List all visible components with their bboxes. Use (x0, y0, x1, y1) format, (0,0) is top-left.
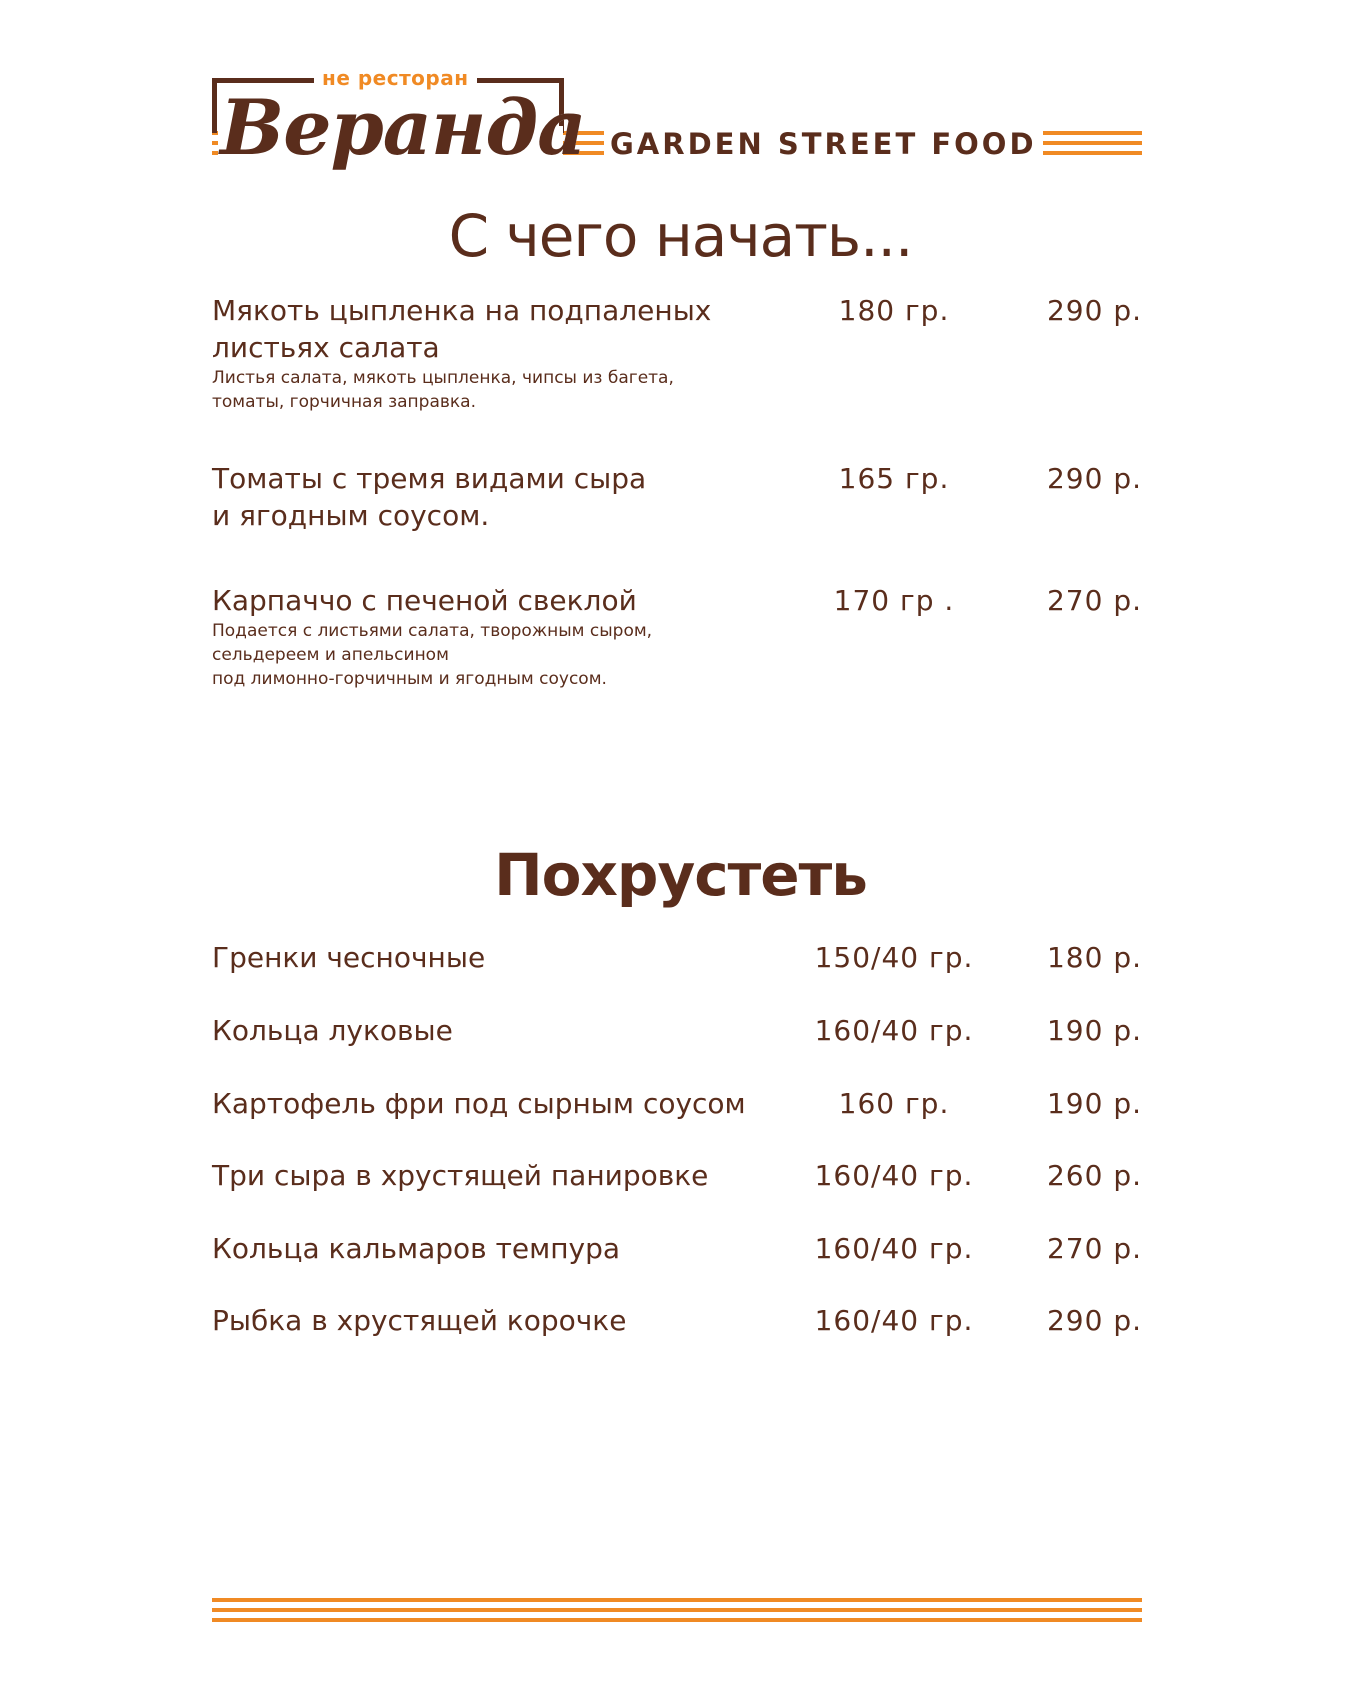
item-weight: 160/40 гр. (814, 1304, 974, 1337)
item-price: 270 р. (1046, 584, 1142, 617)
logo-subtitle: GARDEN STREET FOOD (604, 127, 1043, 161)
item-price: 290 р. (1046, 462, 1142, 495)
item-name: Три сыра в хрустящей панировке (212, 1159, 709, 1192)
item-price: 290 р. (1046, 294, 1142, 327)
logo-wordmark: Веранда (220, 83, 586, 172)
menu-item (212, 939, 1142, 976)
item-price: 260 р. (1046, 1159, 1142, 1192)
item-price: 190 р. (1046, 1087, 1142, 1120)
item-price: 270 р. (1046, 1232, 1142, 1265)
item-name: Кольца луковые (212, 1014, 453, 1047)
menu-item (212, 1302, 1142, 1339)
item-price: 290 р. (1046, 1304, 1142, 1337)
item-name: Кольца кальмаров темпура (212, 1232, 621, 1265)
section-title-starters: С чего начать... (448, 202, 913, 270)
menu-item (212, 460, 1142, 534)
item-name: Томаты с тремя видами сыра и ягодным соусом. (212, 462, 647, 532)
item-price: 180 р. (1046, 941, 1142, 974)
item-weight: 170 гр . (833, 584, 955, 617)
item-weight: 160/40 гр. (814, 1232, 974, 1265)
item-weight: 160 гр. (838, 1087, 950, 1120)
footer-stripes (212, 1598, 1142, 1622)
item-name: Картофель фри под сырным соусом (212, 1087, 746, 1120)
menu-item (212, 1157, 1142, 1194)
restaurant-logo (212, 66, 1142, 181)
item-weight: 160/40 гр. (814, 1014, 974, 1047)
menu-item (212, 292, 1142, 414)
menu-item (212, 582, 1142, 691)
item-name: Карпаччо с печеной свеклой (212, 584, 637, 617)
item-name: Рыбка в хрустящей корочке (212, 1304, 627, 1337)
item-description: Подается с листьями салата, творожным сыром, сельдереем и апельсином под лимонно-горчичным и ягодным соусом. (212, 621, 653, 689)
item-name: Гренки чесночные (212, 941, 486, 974)
item-weight: 165 гр. (838, 462, 950, 495)
item-name: Мякоть цыпленка на подпаленых листьях салата (212, 294, 712, 364)
section-title-crunchy: Похрустеть (494, 841, 867, 909)
item-description: Листья салата, мякоть цыпленка, чипсы из багета, томаты, горчичная заправка. (212, 368, 674, 412)
menu-item (212, 1230, 1142, 1267)
item-weight: 160/40 гр. (814, 1159, 974, 1192)
menu-item (212, 1012, 1142, 1049)
item-weight: 150/40 гр. (814, 941, 974, 974)
item-price: 190 р. (1046, 1014, 1142, 1047)
menu-item (212, 1085, 1142, 1122)
item-weight: 180 гр. (838, 294, 950, 327)
logo-tagline: не ресторан (314, 65, 477, 91)
